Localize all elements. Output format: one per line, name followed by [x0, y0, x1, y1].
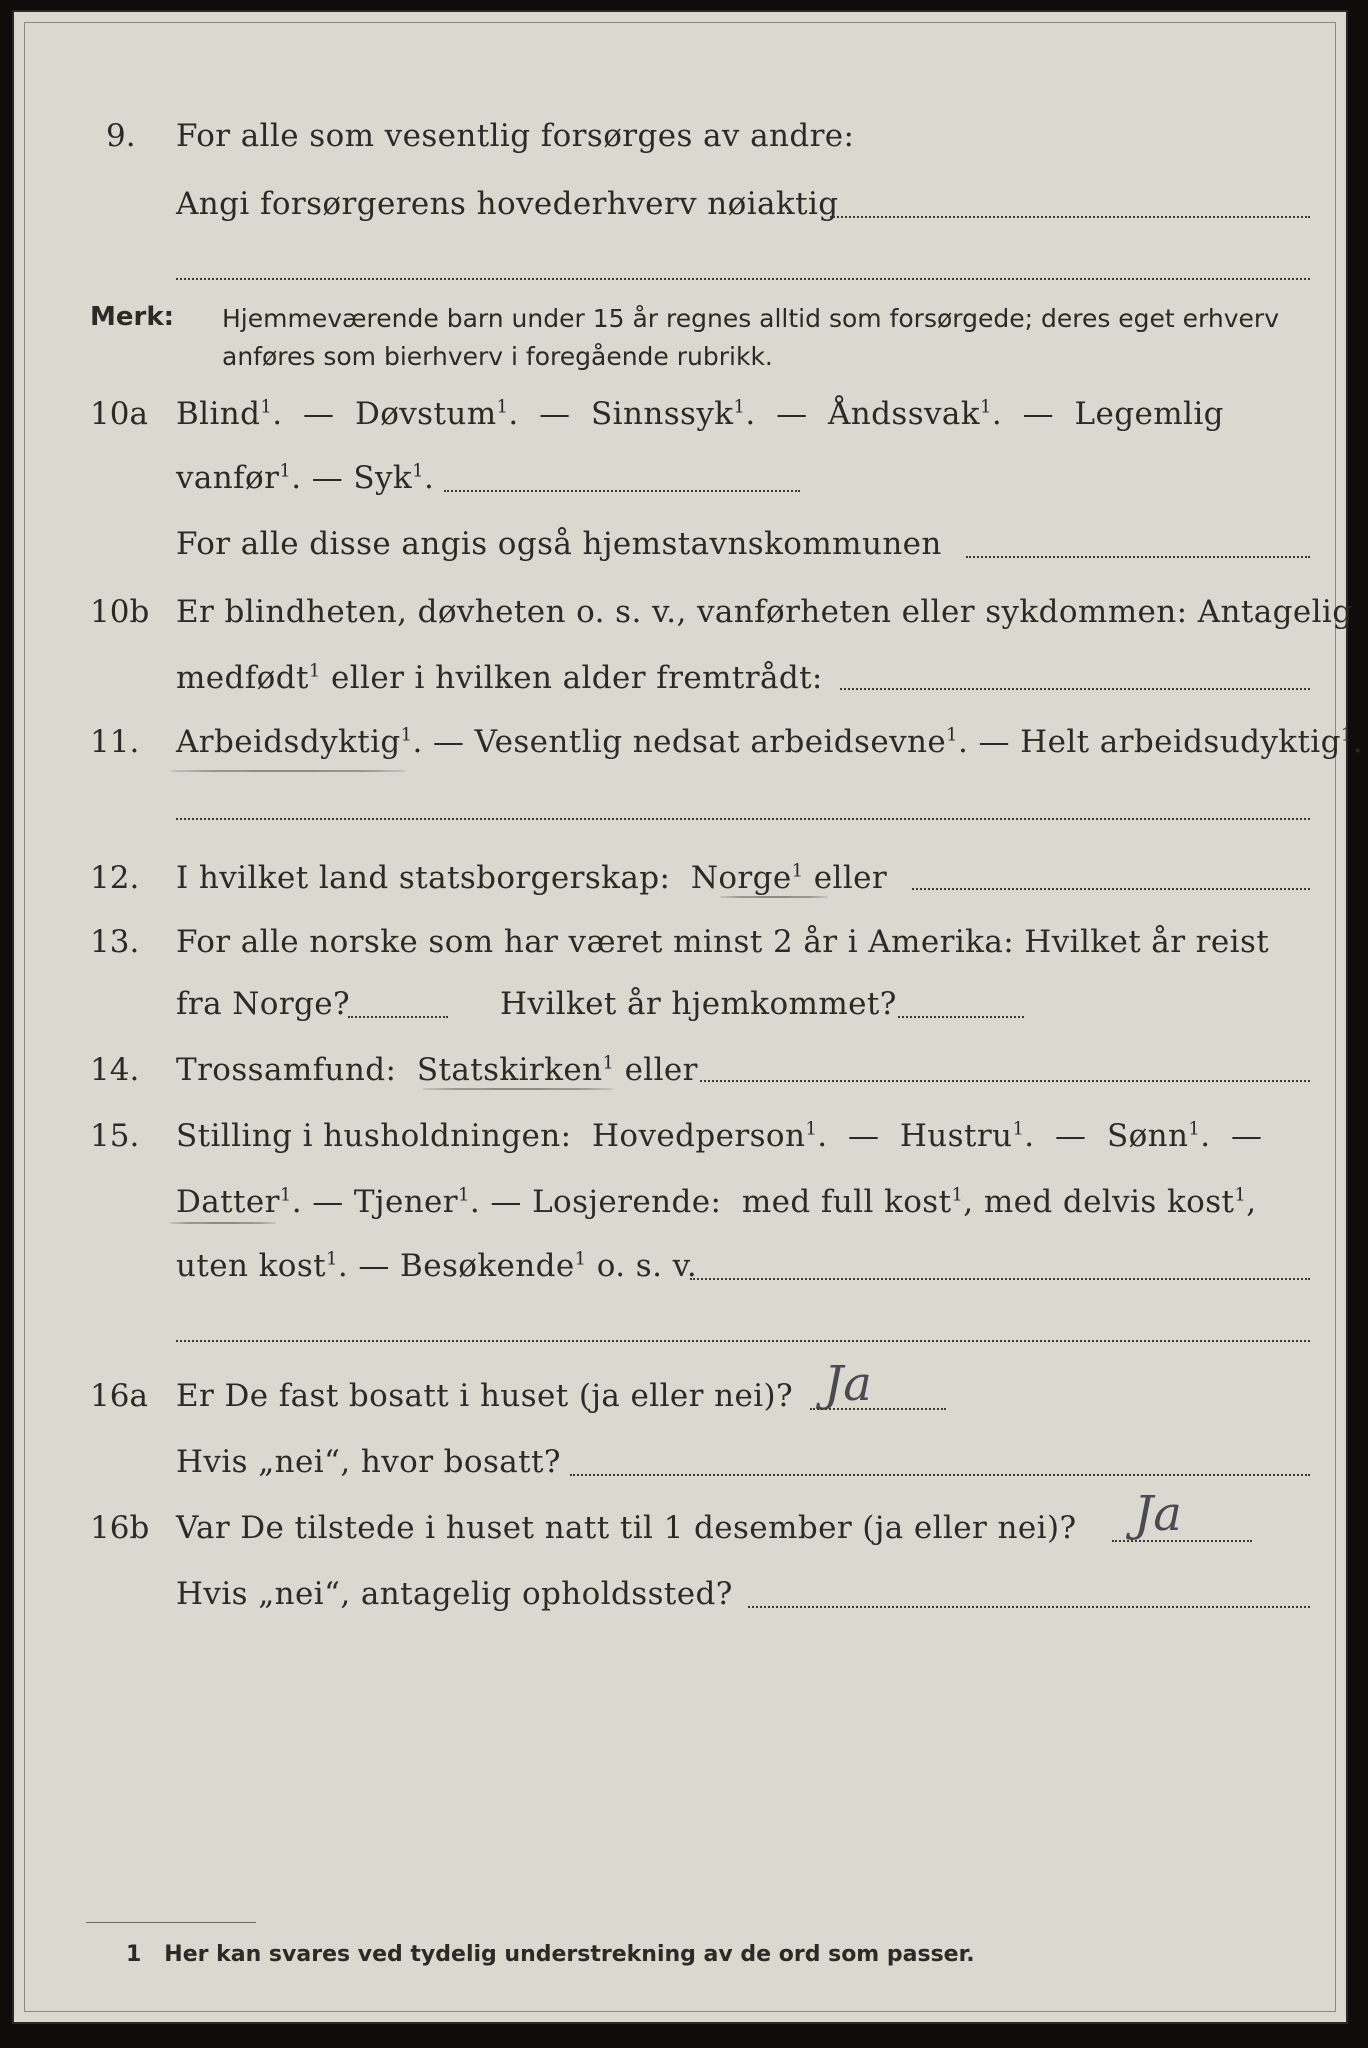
- q10a-line1: Blind$^1$. — Døvstum$^1$. — Sinnssyk$^1$. — Åndssvak$^1$. — Legemlig: [176, 396, 1224, 432]
- opt-sinnssyk[interactable]: Sinnssyk: [591, 396, 734, 432]
- merk-line1: Hjemmeværende barn under 15 år regnes alltid som forsørgede; deres eget erhverv: [222, 304, 1279, 333]
- q15-answer-line-2[interactable]: [176, 1340, 1310, 1342]
- q10a-line3: For alle disse angis også hjemstavnskommunen: [176, 526, 942, 562]
- q13-line1: For alle norske som har været minst 2 år i Amerika: Hvilket år reist: [176, 924, 1270, 960]
- q12-tail: eller: [813, 860, 888, 896]
- statskirken-underline-mark: [422, 1088, 614, 1090]
- q15-line3: uten kost$^1$. — Besøkende$^1$ o. s. v.: [176, 1248, 698, 1284]
- q10b-line1: Er blindheten, døvheten o. s. v., vanførheten eller sykdommen: Antagelig: [176, 594, 1353, 630]
- q13-line2b: Hvilket år hjemkommet?: [500, 986, 897, 1022]
- opt-arbeidsdyktig[interactable]: Arbeidsdyktig: [176, 724, 401, 760]
- q12-text: I hvilket land statsborgerskap:: [176, 860, 671, 896]
- opt-uten[interactable]: uten kost: [176, 1248, 327, 1284]
- merk-line2: anføres som bierhverv i foregående rubrikk.: [222, 342, 773, 371]
- norge-underline-mark: [720, 896, 828, 898]
- opt-vanfor[interactable]: vanfør: [176, 460, 280, 496]
- q13-reist-line[interactable]: [348, 1016, 448, 1018]
- opt-blind[interactable]: Blind: [176, 396, 261, 432]
- q9-line1: For alle som vesentlig forsørges av andre:: [176, 118, 855, 154]
- merk-label: Merk:: [90, 302, 175, 332]
- q16b-line2: Hvis „nei“, antagelig opholdssted?: [176, 1576, 733, 1612]
- opt-norge[interactable]: Norge: [690, 860, 792, 896]
- arbeidsdyktig-underline-mark: [170, 770, 406, 772]
- q16b-handwritten-answer: Ja: [1134, 1486, 1182, 1542]
- q9-line2: Angi forsørgerens hovederhverv nøiaktig: [176, 186, 839, 222]
- q16a-bosatt-line[interactable]: [570, 1474, 1310, 1476]
- q13-hjemkommet-line[interactable]: [898, 1016, 1024, 1018]
- q14-tail: eller: [624, 1052, 698, 1088]
- q16b-line1: Var De tilstede i huset natt til 1 desember (ja eller nei)?: [176, 1510, 1077, 1546]
- q14-answer-line[interactable]: [700, 1080, 1310, 1082]
- opt-datter[interactable]: Datter: [176, 1184, 280, 1220]
- footnote-rule: [86, 1922, 256, 1923]
- q14-text: Trossamfund:: [176, 1052, 397, 1088]
- q9-answer-line[interactable]: [830, 216, 1310, 218]
- footnote-mark: 1: [126, 1942, 142, 1967]
- footnote: [126, 1942, 975, 1967]
- q10a-hjemstavn-line[interactable]: [966, 556, 1310, 558]
- q10a-line2: vanfør$^1$. — Syk$^1$.: [176, 460, 435, 496]
- opt-hovedperson[interactable]: Hovedperson: [591, 1118, 806, 1154]
- q10b-line2-rest: eller i hvilken alder fremtrådt:: [330, 660, 823, 696]
- opt-losjerende[interactable]: Losjerende:: [532, 1184, 722, 1220]
- q10b-line2: medfødt$^1$ eller i hvilken alder fremtrådt:: [176, 660, 823, 696]
- opt-syk[interactable]: Syk: [353, 460, 413, 496]
- q10b-number: 10b: [90, 594, 150, 630]
- q13-line2a: fra Norge?: [176, 986, 351, 1022]
- q14-number: 14.: [90, 1052, 140, 1088]
- q14-line: Trossamfund: Statskirken$^1$ eller: [176, 1052, 698, 1088]
- opt-sonn[interactable]: Sønn: [1106, 1118, 1189, 1154]
- opt-besokende[interactable]: Besøkende: [400, 1248, 575, 1284]
- opt-tjener[interactable]: Tjener: [353, 1184, 459, 1220]
- q16a-line2: Hvis „nei“, hvor bosatt?: [176, 1444, 561, 1480]
- q16a-line1: Er De fast bosatt i huset (ja eller nei)?: [176, 1378, 794, 1414]
- opt-delvis[interactable]: med delvis kost: [983, 1184, 1235, 1220]
- census-form-page: [12, 10, 1363, 2024]
- q10b-answer-line[interactable]: [840, 688, 1310, 690]
- q12-answer-line[interactable]: [912, 888, 1310, 890]
- opt-hustru[interactable]: Hustru: [899, 1118, 1013, 1154]
- q15-number: 15.: [90, 1118, 140, 1154]
- q16b-answer-line[interactable]: [1112, 1540, 1252, 1542]
- q12-line: I hvilket land statsborgerskap: Norge$^1$ eller: [176, 860, 888, 896]
- q13-number: 13.: [90, 924, 140, 960]
- q10a-number: 10a: [90, 396, 148, 432]
- q15-answer-line[interactable]: [690, 1278, 1310, 1280]
- q11-line: Arbeidsdyktig$^1$. — Vesentlig nedsat arbeidsevne$^1$. — Helt arbeidsudyktig$^1$.: [176, 724, 1363, 760]
- q9-number: 9.: [106, 118, 136, 154]
- opt-dovstum[interactable]: Døvstum: [354, 396, 497, 432]
- opt-udyktig[interactable]: Helt arbeidsudyktig: [1020, 724, 1341, 760]
- q15-tail: o. s. v.: [596, 1248, 698, 1284]
- q10a-syk-line[interactable]: [444, 490, 800, 492]
- q15-line1a: Stilling i husholdningen:: [176, 1118, 572, 1154]
- q16b-opholdssted-line[interactable]: [748, 1606, 1310, 1608]
- opt-andssvak[interactable]: Åndssvak: [827, 396, 980, 432]
- q9-answer-line-2[interactable]: [176, 278, 1310, 280]
- opt-legemlig[interactable]: Legemlig: [1074, 396, 1224, 432]
- q16b-number: 16b: [90, 1510, 150, 1546]
- q11-number: 11.: [90, 724, 140, 760]
- q16a-number: 16a: [90, 1378, 148, 1414]
- footnote-text: Her kan svares ved tydelig understrekning av de ord som passer.: [164, 1942, 975, 1967]
- q15-line2: Datter$^1$. — Tjener$^1$. — Losjerende: med full kost$^1$, med delvis kost$^1$,: [176, 1184, 1257, 1220]
- q16a-handwritten-answer: Ja: [824, 1356, 872, 1412]
- q16a-answer-line[interactable]: [810, 1408, 946, 1410]
- q15-line1: Stilling i husholdningen: Hovedperson$^1$. — Hustru$^1$. — Sønn$^1$. —: [176, 1118, 1263, 1154]
- opt-full[interactable]: med full kost: [741, 1184, 952, 1220]
- opt-statskirken[interactable]: Statskirken: [416, 1052, 603, 1088]
- q11-answer-line[interactable]: [176, 818, 1310, 820]
- datter-underline-mark: [170, 1222, 276, 1224]
- opt-medfodt[interactable]: medfødt: [176, 660, 309, 696]
- opt-nedsat[interactable]: Vesentlig nedsat arbeidsevne: [474, 724, 947, 760]
- q12-number: 12.: [90, 860, 140, 896]
